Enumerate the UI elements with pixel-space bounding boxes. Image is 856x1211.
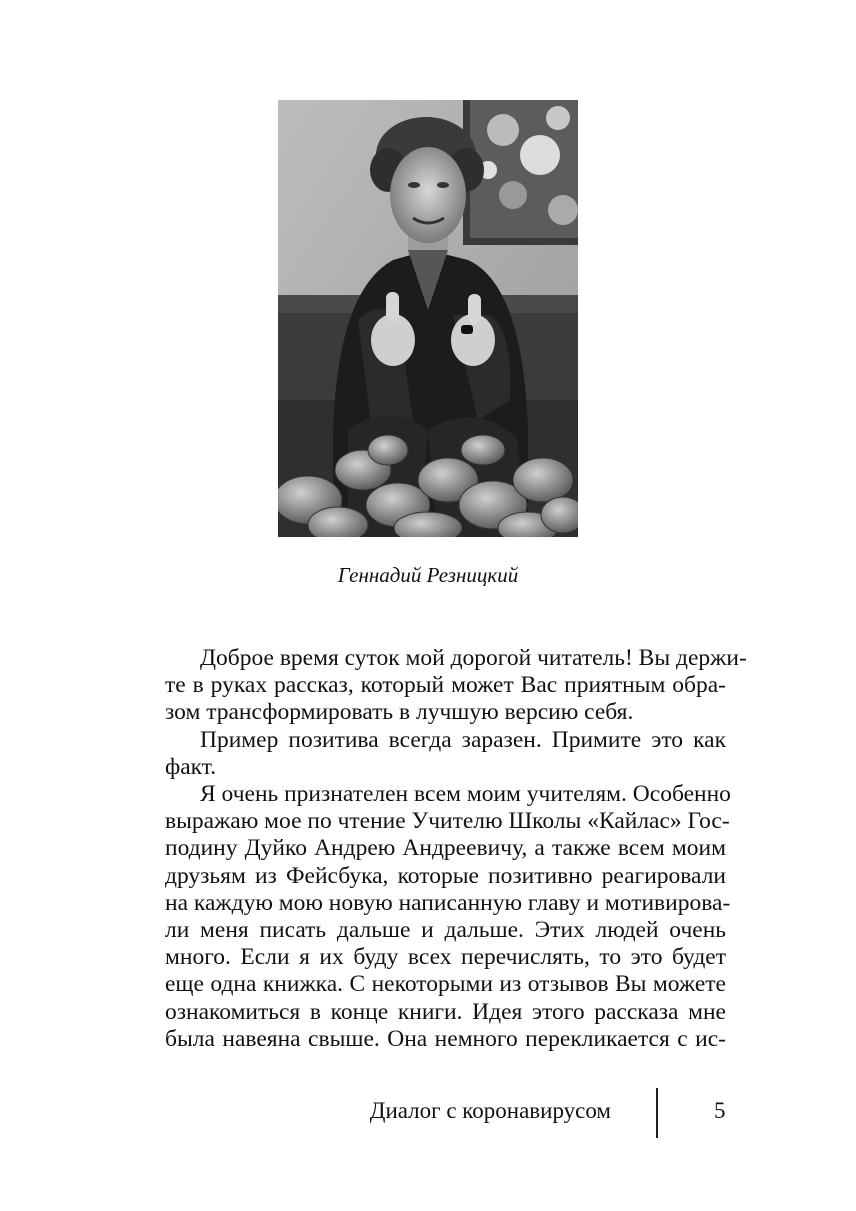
portrait-photo (278, 100, 578, 537)
footer-divider (656, 1088, 658, 1138)
text-line: подину Дуйко Андрею Андреевичу, а также всем моим (165, 835, 726, 862)
text-line: зом трансформировать в лучшую версию себя. (165, 699, 634, 726)
running-footer-title: Диалог с коронавирусом (369, 1098, 611, 1123)
paragraph (130, 727, 726, 781)
text-line: факт. (165, 753, 217, 780)
text-line: на каждую мою новую написанную главу и мотивирова- (165, 889, 731, 916)
photo-caption: Геннадий Резницкий (337, 563, 519, 587)
body-text (130, 645, 747, 1053)
text-line: те в руках рассказ, который может Вас приятным обра- (165, 672, 726, 699)
paragraph (130, 645, 747, 727)
text-line: еще одна книжка. С некоторыми из отзывов Вы можете (165, 971, 726, 998)
text-line: много. Если я их буду всех перечислять, то это будет (165, 944, 726, 971)
text-line: Доброе время суток мой дорогой читатель! Вы держи- (200, 645, 747, 671)
text-line: ознакомиться в конце книги. Идея этого рассказа мне (165, 998, 726, 1025)
text-line: друзьям из Фейсбука, которые позитивно реагировали (165, 862, 726, 889)
page-number: 5 (714, 1098, 726, 1123)
text-line: была навеяна свыше. Она немного перекликается с ис- (165, 1025, 726, 1052)
text-line: ли меня писать дальше и дальше. Этих людей очень (165, 917, 726, 944)
paragraph (130, 781, 731, 1053)
text-line: выражаю мое по чтение Учителю Школы «Кайлас» Гос- (165, 808, 730, 835)
text-line: Я очень признателен всем моим учителям. Особенно (200, 781, 731, 808)
text-line: Пример позитива всегда заразен. Примите это как (200, 726, 726, 753)
